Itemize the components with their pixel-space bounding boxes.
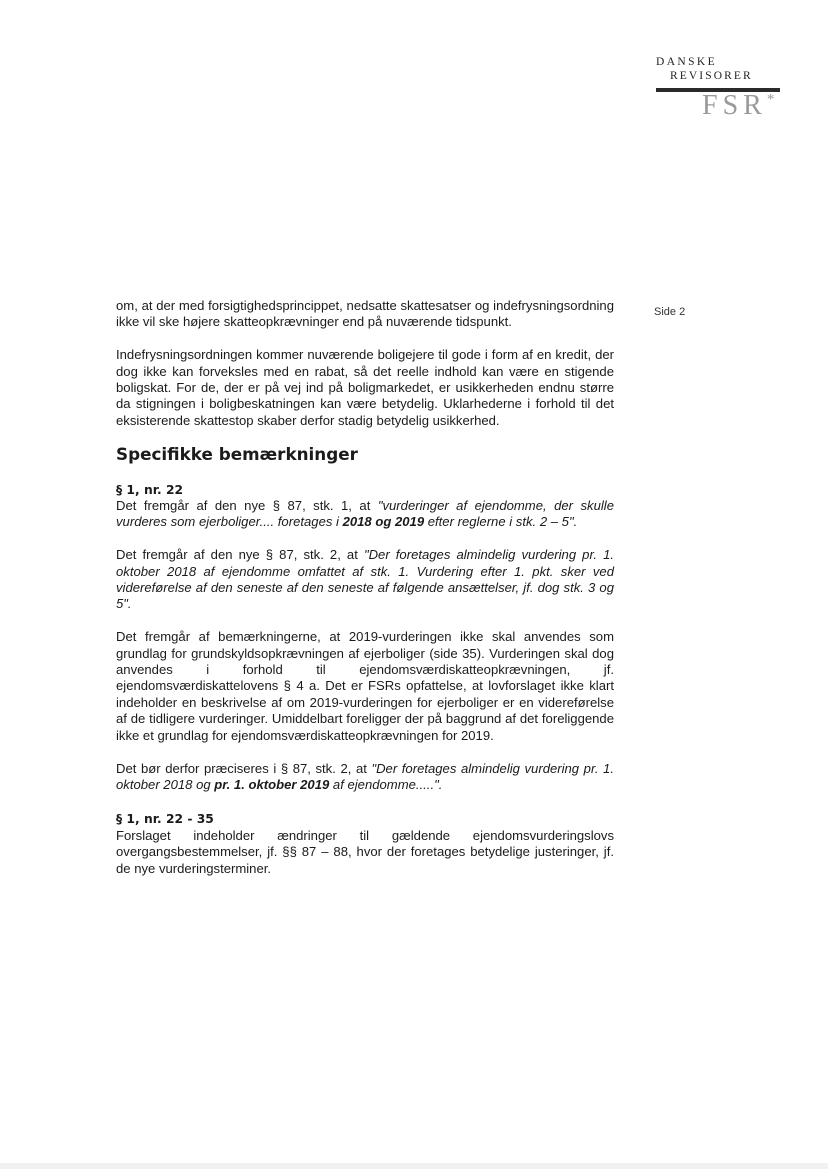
section-title-nr22: § 1, nr. 22 [116, 482, 184, 497]
paragraph-stk1: Det fremgår af den nye § 87, stk. 1, at "vurderinger af ejendomme, der skulle vurderes som ejerboliger.... foretages i 2018 og 2019 efter reglerne i stk. 2 – 5". [116, 498, 614, 530]
scan-edge [0, 1163, 828, 1169]
section-heading: Specifikke bemærkninger [116, 444, 358, 465]
paragraph-forslaget: Forslaget indeholder ændringer til gældende ejendomsvurderingslovs overgangsbestemmelser, jf. §§ 87 – 88, hvor der foretages betydelige justeringer, jf. de nye vurderingsterminer. [116, 827, 614, 876]
document-body [116, 298, 614, 877]
paragraph-indefrysning: Indefrysningsordningen kommer nuværende boligejere til gode i form af en kredit, der dog ikke kan forveksles med en rabat, så det reelle indhold kan være en stigende boligskat. For de, der er på vej ind på boligmarkedet, er usikkerheden endnu større da stigningen i boligbeskatningen kan være betydelig. Uklarhederne i forhold til det eksisterende skattestop skaber derfor stadig betydelig usikkerhed. [116, 347, 614, 428]
paragraph-bemaerkninger: Det fremgår af bemærkningerne, at 2019-vurderingen ikke skal anvendes som grundlag for grundskyldsopkrævningen af ejerboliger (side 35). Vurderingen skal dog anvendes i forhold til ejendomsværdiskatteopkrævningen, jf. ejendomsværdiskattelovens § 4 a. Det er FSRs opfattelse, at lovforslaget ikke klart indeholder en beskrivelse af om 2019-vurderingen for ejerboliger er en videreførelse af de tidligere vurderinger. Umiddelbart foreligger der på baggrund af det foreliggende ikke et grundlag for ejendomsværdiskatteopkrævningen for 2019. [116, 629, 614, 743]
paragraph-intro-continued: om, at der med forsigtighedsprincippet, nedsatte skattesatser og indefrysningsordning ikke vil ske højere skatteopkrævninger end på nuværende tidspunkt. [116, 298, 614, 330]
logo-mark-fsr: FSR* [702, 90, 775, 121]
logo-text-revisorer: REVISORER [670, 70, 753, 82]
fsr-logo [640, 56, 788, 120]
logo-text-danske: DANSKE [656, 56, 718, 68]
paragraph-praecisering: Det bør derfor præciseres i § 87, stk. 2, at "Der foretages almindelig vurdering pr. 1. oktober 2018 og pr. 1. oktober 2019 af ejendomme.....". [116, 760, 614, 792]
section-title-nr22-35: § 1, nr. 22 - 35 [116, 812, 214, 827]
page-number: Side 2 [654, 306, 686, 318]
paragraph-stk2: Det fremgår af den nye § 87, stk. 2, at "Der foretages almindelig vurdering pr. 1. oktober 2018 af ejendomme omfattet af stk. 1. Vurdering efter 1. pkt. sker ved videreførelse af den seneste af den seneste af følgende ansættelser, jf. dog stk. 3 og 5". [116, 547, 614, 612]
